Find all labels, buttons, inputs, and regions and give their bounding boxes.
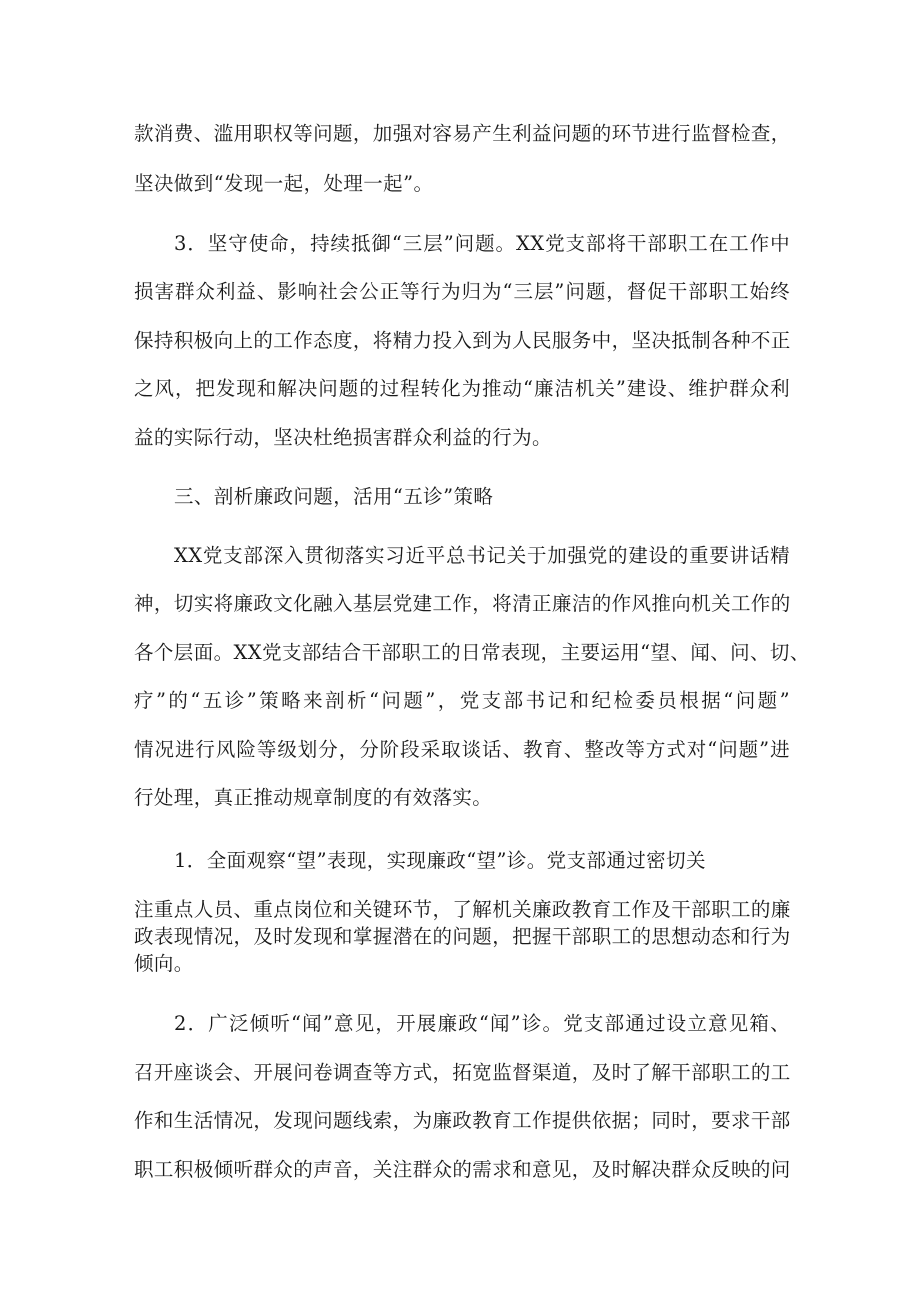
text-line-content: 益的实际行动，坚决杜绝损害群众利益的行为。: [134, 426, 552, 449]
text-line-content: 2．广泛倾听“闻”意见，开展廉政“闻”诊。党支部通过设立意见箱、: [174, 1012, 790, 1035]
text-line: [134, 1109, 790, 1133]
text-line: [134, 1158, 790, 1182]
text-line: [134, 786, 492, 810]
text-line-content: 职工积极倾听群众的声音，关注群众的需求和意见，及时解决群众反映的问: [134, 1158, 791, 1181]
text-line-content: 3．坚守使命，持续抵御“三层”问题。XX党支部将干部职工在工作中: [174, 232, 790, 255]
text-line-content: 政表现情况，及时发现和掌握潜在的问题，把握干部职工的思想动态和行为: [134, 925, 791, 948]
text-line-content: 各个层面。XX党支部结合干部职工的日常表现，主要运用“望、闻、问、切、: [134, 641, 810, 664]
text-line: [134, 898, 790, 922]
text-line-content: 疗”的“五诊”策略来剖析“问题”，党支部书记和纪检委员根据“问题”: [134, 689, 790, 712]
text-line-content: 之风，把发现和解决问题的过程转化为推动“廉洁机关”建设、维护群众利: [134, 377, 790, 400]
text-line-content: 召开座谈会、开展问卷调查等方式，拓宽监督渠道，及时了解干部职工的工: [134, 1061, 791, 1084]
text-line-content: XX党支部深入贯彻落实习近平总书记关于加强党的建设的重要讲话精: [174, 544, 790, 567]
text-line: [174, 232, 790, 256]
text-line-content: 行处理，真正推动规章制度的有效落实。: [134, 786, 493, 809]
text-line: [134, 377, 790, 401]
text-line: [134, 122, 790, 146]
text-line-content: 损害群众利益、影响社会公正等行为归为“三层”问题，督促干部职工始终: [134, 280, 790, 303]
text-line: [134, 738, 790, 762]
text-line: [134, 172, 433, 196]
section-heading: [174, 485, 493, 509]
text-line-content: 倾向。: [134, 952, 194, 975]
text-line-content: 保持积极向上的工作态度，将精力投入到为人民服务中，坚决抵制各种不正: [134, 329, 791, 352]
text-line: [134, 1061, 790, 1085]
text-line-content: 坚决做到“发现一起，处理一起”。: [134, 172, 434, 195]
text-line: [134, 952, 194, 976]
section-heading-text: 三、剖析廉政问题，活用“五诊”策略: [174, 485, 494, 508]
text-line: [134, 592, 790, 616]
text-line: [134, 689, 790, 713]
text-line: [134, 426, 552, 450]
text-line-content: 注重点人员、重点岗位和关键环节，了解机关廉政教育工作及干部职工的廉: [134, 898, 791, 921]
text-line: [134, 641, 810, 665]
text-line-content: 1．全面观察“望”表现，实现廉政“望”诊。党支部通过密切关: [174, 849, 706, 872]
text-line: [134, 280, 790, 304]
text-line-content: 神，切实将廉政文化融入基层党建工作，将清正廉洁的作风推向机关工作的: [134, 592, 791, 615]
text-line: [174, 1012, 790, 1036]
text-line-content: 款消费、滥用职权等问题，加强对容易产生利益问题的环节进行监督检查，: [134, 122, 791, 145]
text-line-content: 情况进行风险等级划分，分阶段采取谈话、教育、整改等方式对“问题”进: [134, 738, 790, 761]
text-line: [134, 329, 790, 353]
text-line: [174, 849, 706, 873]
text-line-content: 作和生活情况，发现问题线索，为廉政教育工作提供依据；同时，要求干部: [134, 1109, 791, 1132]
text-line: [134, 925, 790, 949]
text-line: [174, 544, 790, 568]
